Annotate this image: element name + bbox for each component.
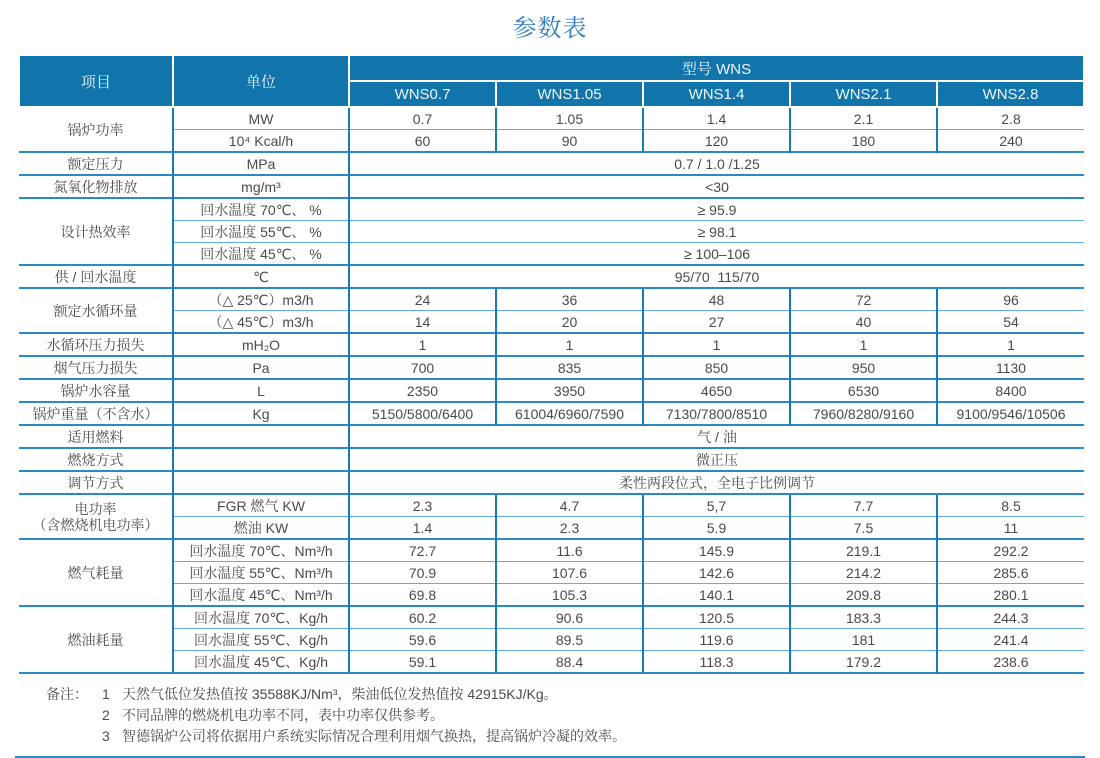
item-cell: 锅炉水容量 xyxy=(19,379,173,402)
item-cell: 额定压力 xyxy=(19,152,173,175)
value-cell: 3950 xyxy=(496,379,643,402)
value-cell: 285.6 xyxy=(937,562,1084,584)
value-cell: 72 xyxy=(790,288,937,311)
value-cell: 280.1 xyxy=(937,584,1084,607)
value-cell: 179.2 xyxy=(790,651,937,674)
page-title: 参数表 xyxy=(512,15,588,42)
unit-cell: 回水温度 70℃、Nm³/h xyxy=(173,539,349,562)
value-cell: 20 xyxy=(496,311,643,334)
item-cell: 设计热效率 xyxy=(19,198,173,265)
value-cell: 181 xyxy=(790,629,937,651)
unit-cell: 回水温度 55℃、 % xyxy=(173,221,349,243)
table-row xyxy=(19,288,1084,311)
value-cell: 40 xyxy=(790,311,937,334)
value-cell: 107.6 xyxy=(496,562,643,584)
header-model: WNS2.8 xyxy=(937,81,1084,107)
value-cell: 96 xyxy=(937,288,1084,311)
value-cell: 1 xyxy=(790,333,937,356)
notes-label-spacer xyxy=(46,705,102,726)
value-cell: 4.7 xyxy=(496,494,643,517)
value-cell: 59.1 xyxy=(349,651,496,674)
table-row xyxy=(19,265,1084,288)
header-model: WNS0.7 xyxy=(349,81,496,107)
unit-cell: mg/m³ xyxy=(173,175,349,198)
header-unit: 单位 xyxy=(173,55,349,107)
item-cell: 氮氧化物排放 xyxy=(19,175,173,198)
header-model: WNS1.4 xyxy=(643,81,790,107)
note-text: 智德锅炉公司将依据用户系统实际情况合理利用烟气换热，提高锅炉冷凝的效率。 xyxy=(122,728,626,744)
value-cell: 140.1 xyxy=(643,584,790,607)
value-cell: 2350 xyxy=(349,379,496,402)
value-cell: 2.3 xyxy=(496,517,643,540)
unit-cell: （△ 25℃）m3/h xyxy=(173,288,349,311)
value-cell: 70.9 xyxy=(349,562,496,584)
table-row xyxy=(19,221,1084,243)
item-line1: 电功率 xyxy=(74,500,117,517)
item-cell: 调节方式 xyxy=(19,471,173,494)
unit-cell: Kg xyxy=(173,402,349,425)
value-cell: 60 xyxy=(349,130,496,153)
value-cell: ≥ 98.1 xyxy=(349,221,1084,243)
value-cell: 48 xyxy=(643,288,790,311)
value-cell: 7.7 xyxy=(790,494,937,517)
note-line xyxy=(46,726,1100,747)
item-cell xyxy=(19,494,173,539)
unit-cell: MPa xyxy=(173,152,349,175)
unit-cell: 10⁴ Kcal/h xyxy=(173,130,349,153)
value-cell: 183.3 xyxy=(790,606,937,629)
header-model: WNS1.05 xyxy=(496,81,643,107)
value-cell: 1.4 xyxy=(643,107,790,130)
item-cell: 水循环压力损失 xyxy=(19,333,173,356)
unit-cell: 回水温度 45℃、 % xyxy=(173,243,349,266)
value-cell: 柔性两段位式，全电子比例调节 xyxy=(349,471,1084,494)
value-cell: 1 xyxy=(643,333,790,356)
value-cell: 2.1 xyxy=(790,107,937,130)
value-cell: 6530 xyxy=(790,379,937,402)
table-row xyxy=(19,311,1084,334)
value-cell: 700 xyxy=(349,356,496,379)
unit-cell: （△ 45℃）m3/h xyxy=(173,311,349,334)
item-cell: 供 / 回水温度 xyxy=(19,265,173,288)
table-row xyxy=(19,651,1084,674)
notes-block xyxy=(46,684,1100,747)
value-cell: 69.8 xyxy=(349,584,496,607)
table-row xyxy=(19,562,1084,584)
value-cell: 1.05 xyxy=(496,107,643,130)
value-cell: 8.5 xyxy=(937,494,1084,517)
table-row xyxy=(19,130,1084,153)
value-cell: 61004/6960/7590 xyxy=(496,402,643,425)
value-cell: 95/70 115/70 xyxy=(349,265,1084,288)
value-cell: 5,7 xyxy=(643,494,790,517)
header-model: WNS2.1 xyxy=(790,81,937,107)
value-cell: 气 / 油 xyxy=(349,425,1084,448)
value-cell: 105.3 xyxy=(496,584,643,607)
table-row xyxy=(19,243,1084,266)
value-cell: 14 xyxy=(349,311,496,334)
table-row xyxy=(19,175,1084,198)
table-row xyxy=(19,333,1084,356)
value-cell: 90 xyxy=(496,130,643,153)
value-cell: 0.7 xyxy=(349,107,496,130)
table-row xyxy=(19,471,1084,494)
item-cell: 燃油耗量 xyxy=(19,606,173,673)
table-row xyxy=(19,539,1084,562)
table-row xyxy=(19,517,1084,540)
note-line xyxy=(46,705,1100,726)
value-cell: 1 xyxy=(349,333,496,356)
value-cell: 0.7 / 1.0 /1.25 xyxy=(349,152,1084,175)
value-cell: 7.5 xyxy=(790,517,937,540)
table-row xyxy=(19,494,1084,517)
unit-cell: 回水温度 45℃、Kg/h xyxy=(173,651,349,674)
value-cell: 142.6 xyxy=(643,562,790,584)
unit-cell: ℃ xyxy=(173,265,349,288)
note-number: 1 xyxy=(102,686,110,702)
value-cell: 1 xyxy=(937,333,1084,356)
value-cell: 180 xyxy=(790,130,937,153)
table-row xyxy=(19,152,1084,175)
note-line xyxy=(46,684,1100,705)
table-row xyxy=(19,379,1084,402)
note-number: 3 xyxy=(102,728,110,744)
notes-label-spacer xyxy=(46,726,102,747)
table-row xyxy=(19,402,1084,425)
value-cell: 241.4 xyxy=(937,629,1084,651)
header-item: 项目 xyxy=(19,55,173,107)
table-row xyxy=(19,198,1084,221)
unit-cell: 回水温度 55℃、Nm³/h xyxy=(173,562,349,584)
value-cell: 1 xyxy=(496,333,643,356)
value-cell: 54 xyxy=(937,311,1084,334)
value-cell: 27 xyxy=(643,311,790,334)
value-cell: 219.1 xyxy=(790,539,937,562)
unit-cell xyxy=(173,448,349,471)
value-cell: 8400 xyxy=(937,379,1084,402)
value-cell: 209.8 xyxy=(790,584,937,607)
value-cell: 238.6 xyxy=(937,651,1084,674)
note-number: 2 xyxy=(102,707,110,723)
unit-cell: 燃油 KW xyxy=(173,517,349,540)
item-cell: 锅炉重量（不含水） xyxy=(19,402,173,425)
value-cell: 214.2 xyxy=(790,562,937,584)
value-cell: 850 xyxy=(643,356,790,379)
value-cell: 微正压 xyxy=(349,448,1084,471)
unit-cell: FGR 燃气 KW xyxy=(173,494,349,517)
unit-cell: 回水温度 45℃、Nm³/h xyxy=(173,584,349,607)
value-cell: 7130/7800/8510 xyxy=(643,402,790,425)
value-cell: 119.6 xyxy=(643,629,790,651)
item-line2: （含燃烧机电功率） xyxy=(32,516,159,533)
value-cell: 145.9 xyxy=(643,539,790,562)
value-cell: 5.9 xyxy=(643,517,790,540)
table-header xyxy=(19,55,1084,107)
value-cell: 60.2 xyxy=(349,606,496,629)
unit-cell: 回水温度 70℃、Kg/h xyxy=(173,606,349,629)
unit-cell: L xyxy=(173,379,349,402)
unit-cell xyxy=(173,425,349,448)
value-cell: 59.6 xyxy=(349,629,496,651)
value-cell: 7960/8280/9160 xyxy=(790,402,937,425)
value-cell: 11.6 xyxy=(496,539,643,562)
value-cell: <30 xyxy=(349,175,1084,198)
item-cell: 燃气耗量 xyxy=(19,539,173,606)
note-text: 不同品牌的燃烧机电功率不同，表中功率仅供参考。 xyxy=(122,707,444,723)
value-cell: 2.3 xyxy=(349,494,496,517)
unit-cell: 回水温度 70℃、 % xyxy=(173,198,349,221)
table-row xyxy=(19,356,1084,379)
value-cell: 118.3 xyxy=(643,651,790,674)
value-cell: 90.6 xyxy=(496,606,643,629)
value-cell: 36 xyxy=(496,288,643,311)
value-cell: 5150/5800/6400 xyxy=(349,402,496,425)
item-cell: 烟气压力损失 xyxy=(19,356,173,379)
note-text: 天然气低位发热值按 35588KJ/Nm³，柴油低位发热值按 42915KJ/Kg。 xyxy=(122,686,558,702)
value-cell: ≥ 95.9 xyxy=(349,198,1084,221)
unit-cell: 回水温度 55℃、Kg/h xyxy=(173,629,349,651)
table-row xyxy=(19,107,1084,130)
value-cell: 835 xyxy=(496,356,643,379)
unit-cell: MW xyxy=(173,107,349,130)
unit-cell: mH₂O xyxy=(173,333,349,356)
value-cell: 292.2 xyxy=(937,539,1084,562)
value-cell: 120.5 xyxy=(643,606,790,629)
value-cell: 89.5 xyxy=(496,629,643,651)
header-model-group: 型号 WNS xyxy=(349,55,1084,81)
parameters-table xyxy=(18,54,1085,674)
value-cell: 72.7 xyxy=(349,539,496,562)
value-cell: 244.3 xyxy=(937,606,1084,629)
value-cell: 1.4 xyxy=(349,517,496,540)
value-cell: ≥ 100–106 xyxy=(349,243,1084,266)
table-row xyxy=(19,584,1084,607)
unit-cell: Pa xyxy=(173,356,349,379)
value-cell: 24 xyxy=(349,288,496,311)
table-row xyxy=(19,448,1084,471)
value-cell: 11 xyxy=(937,517,1084,540)
item-cell: 锅炉功率 xyxy=(19,107,173,152)
table-row xyxy=(19,629,1084,651)
table-row xyxy=(19,425,1084,448)
table-row xyxy=(19,606,1084,629)
item-cell: 适用燃料 xyxy=(19,425,173,448)
value-cell: 1130 xyxy=(937,356,1084,379)
value-cell: 120 xyxy=(643,130,790,153)
value-cell: 950 xyxy=(790,356,937,379)
value-cell: 9100/9546/10506 xyxy=(937,402,1084,425)
value-cell: 88.4 xyxy=(496,651,643,674)
notes-label: 备注： xyxy=(46,686,88,702)
item-cell: 额定水循环量 xyxy=(19,288,173,333)
value-cell: 4650 xyxy=(643,379,790,402)
value-cell: 240 xyxy=(937,130,1084,153)
item-cell: 燃烧方式 xyxy=(19,448,173,471)
unit-cell xyxy=(173,471,349,494)
value-cell: 2.8 xyxy=(937,107,1084,130)
